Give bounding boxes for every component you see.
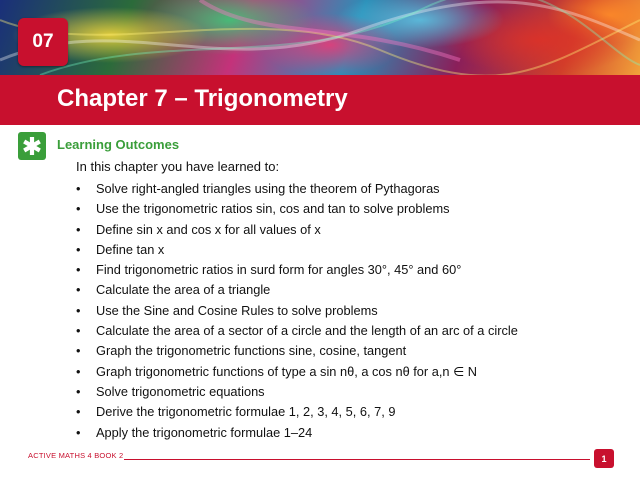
- bullet-icon: •: [76, 241, 81, 257]
- learning-outcome-text: Derive the trigonometric formulae 1, 2, 3, 4, 5, 6, 7, 9: [96, 404, 396, 420]
- learning-outcome-text: Calculate the area of a triangle: [96, 282, 271, 298]
- section-heading: Learning Outcomes: [57, 137, 180, 152]
- learning-outcome-text: Solve trigonometric equations: [96, 383, 265, 399]
- learning-outcome-text: Solve right-angled triangles using the theorem of Pythagoras: [96, 181, 440, 196]
- bullet-icon: •: [76, 181, 81, 196]
- chapter-number-badge: 07: [18, 18, 68, 66]
- learning-outcome-text: Use the Sine and Cosine Rules to solve problems: [96, 302, 378, 318]
- section-intro: In this chapter you have learned to:: [76, 159, 280, 174]
- bullet-icon: •: [76, 404, 81, 420]
- learning-outcome-item: [76, 301, 518, 321]
- learning-outcome-text: Apply the trigonometric formulae 1–24: [96, 424, 313, 440]
- learning-outcome-text: Graph trigonometric functions of type a sin nθ, a cos nθ for a,n ∈ N: [96, 363, 478, 379]
- learning-outcome-text: Use the trigonometric ratios sin, cos and tan to solve problems: [96, 201, 450, 217]
- learning-outcome-item: [76, 362, 518, 382]
- learning-outcome-item: [76, 321, 518, 341]
- learning-outcome-item: [76, 341, 518, 361]
- banner-swirls: [0, 0, 640, 75]
- learning-outcome-item: [76, 179, 518, 199]
- learning-outcome-item: [76, 402, 518, 422]
- bullet-icon: •: [76, 424, 81, 440]
- learning-outcome-text: Define sin x and cos x for all values of x: [96, 221, 321, 237]
- footer-book-title: ACTIVE MATHS 4 BOOK 2: [28, 451, 124, 460]
- page-number: 1: [594, 449, 614, 468]
- bullet-icon: •: [76, 383, 81, 399]
- bullet-icon: •: [76, 363, 81, 379]
- learning-outcome-text: Graph the trigonometric functions sine, cosine, tangent: [96, 343, 407, 359]
- bullet-icon: •: [76, 282, 81, 298]
- bullet-icon: •: [76, 302, 81, 318]
- learning-outcome-item: [76, 280, 518, 300]
- bullet-icon: •: [76, 201, 81, 217]
- bullet-icon: •: [76, 343, 81, 359]
- bullet-icon: •: [76, 221, 81, 237]
- bullet-icon: •: [76, 323, 81, 339]
- decorative-banner: [0, 0, 640, 75]
- footer-divider: [124, 459, 590, 460]
- learning-outcome-item: [76, 240, 518, 260]
- asterisk-icon: [18, 132, 46, 160]
- learning-outcome-text: Find trigonometric ratios in surd form for angles 30°, 45° and 60°: [96, 262, 462, 278]
- bullet-icon: •: [76, 262, 81, 278]
- learning-outcome-item: [76, 220, 518, 240]
- learning-outcome-item: [76, 199, 518, 219]
- learning-outcome-text: Define tan x: [96, 241, 165, 257]
- learning-outcomes-list: [76, 179, 518, 443]
- learning-outcome-item: [76, 423, 518, 443]
- learning-outcome-item: [76, 260, 518, 280]
- chapter-title: Chapter 7 – Trigonometry: [57, 85, 348, 112]
- learning-outcome-item: [76, 382, 518, 402]
- learning-outcome-text: Calculate the area of a sector of a circle and the length of an arc of a circle: [96, 323, 518, 339]
